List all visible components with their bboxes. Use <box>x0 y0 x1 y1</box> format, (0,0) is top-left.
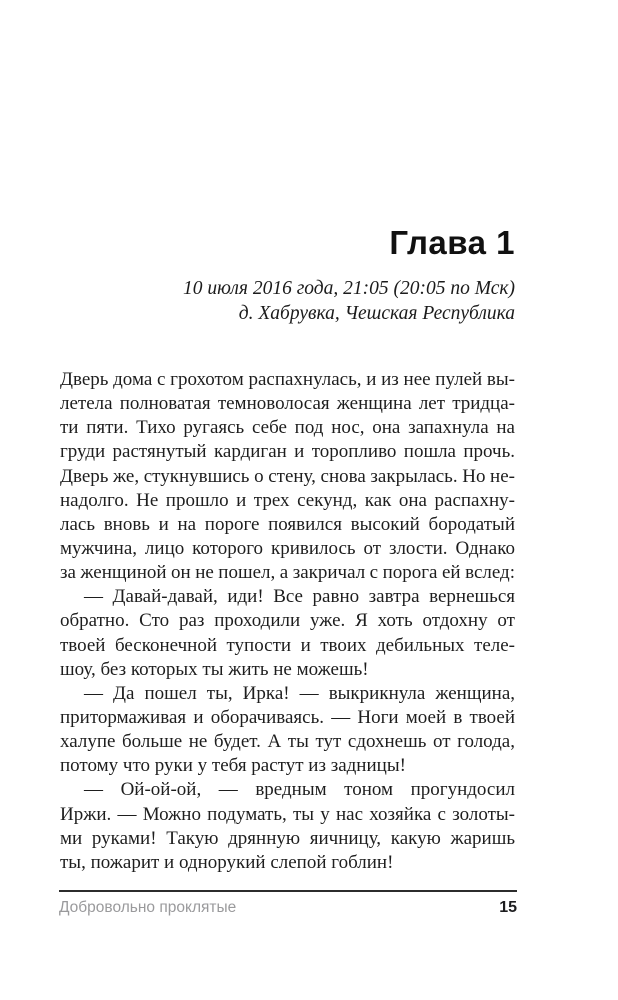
body-line: лась вновь и на пороге появился высокий бородатый <box>60 513 515 535</box>
footer-book-title: Добровольно проклятые <box>59 899 237 916</box>
body-line: надолго. Не прошло и трех секунд, как она распахну- <box>60 489 515 511</box>
body-line: ми руками! Такую дрянную яичницу, какую жаришь <box>60 827 515 849</box>
body-line: — Ой-ой-ой, — вредным тоном прогундосил <box>84 779 515 801</box>
chapter-dateline <box>60 276 515 326</box>
body-line: за женщиной он не пошел, а закричал с порога ей вслед: <box>60 562 515 584</box>
footer-page-number: 15 <box>499 899 517 916</box>
chapter-title: Глава 1 <box>389 224 515 261</box>
page-footer <box>59 890 517 917</box>
body-line: — Давай-давай, иди! Все равно завтра вернешься <box>84 586 515 608</box>
body-line: потому что руки у тебя растут из задницы! <box>60 755 406 777</box>
body-line: притормаживая и оборачиваясь. — Ноги моей в твоей <box>60 706 515 728</box>
dateline-datetime: 10 июля 2016 года, 21:05 (20:05 по Мск) <box>182 278 515 299</box>
body-line: халупе больше не будет. А ты тут сдохнешь от голода, <box>60 731 515 753</box>
dateline-location: д. Хабрувка, Чешская Республика <box>238 303 515 324</box>
body-line: Иржи. — Можно подумать, ты у нас хозяйка с золоты- <box>60 803 515 825</box>
body-line: шоу, без которых ты жить не можешь! <box>60 658 369 680</box>
body-line: летела полноватая темноволосая женщина лет тридца- <box>60 393 515 415</box>
body-text <box>60 368 515 875</box>
body-line: Дверь же, стукнувшись о стену, снова закрылась. Но не- <box>60 465 515 487</box>
body-line: ти пяти. Тихо ругаясь себе под нос, она запахнула на <box>60 417 515 439</box>
body-line: мужчина, лицо которого кривилось от злости. Однако <box>60 537 515 559</box>
body-line: ты, пожарит и однорукий слепой гоблин! <box>60 851 394 873</box>
body-line: твоей бесконечной тупости и твоих дебильных теле- <box>60 634 515 656</box>
body-line: обратно. Сто раз проходили уже. Я хоть отдохну от <box>60 610 515 632</box>
body-line: груди растянутый кардиган и торопливо пошла прочь. <box>60 441 515 463</box>
body-line: — Да пошел ты, Ирка! — выкрикнула женщина, <box>84 682 515 704</box>
body-line: Дверь дома с грохотом распахнулась, и из нее пулей вы- <box>60 369 515 390</box>
